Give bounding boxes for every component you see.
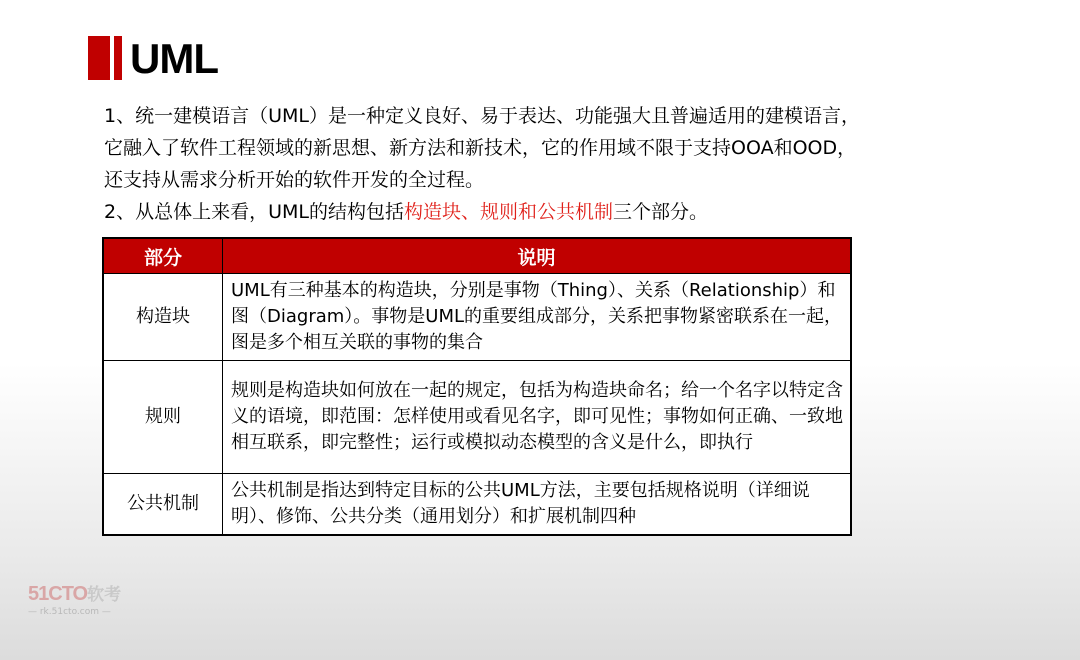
intro-p2-highlight: 构造块、规则和公共机制 xyxy=(403,201,613,223)
row-desc: 公共机制是指达到特定目标的公共UML方法，主要包括规格说明（详细说明）、修饰、公共分类（通用划分）和扩展机制四种 xyxy=(223,474,852,536)
intro-text xyxy=(104,100,864,228)
logo-cn-text: 软考 xyxy=(87,585,122,605)
intro-p2-before: 2、从总体上来看，UML的结构包括 xyxy=(104,201,404,223)
uml-structure-table xyxy=(102,237,852,536)
logo-main-text: 51CTO xyxy=(28,583,88,605)
title-accent-bar-thin xyxy=(114,36,122,80)
intro-p2-after: 三个部分。 xyxy=(613,201,709,223)
intro-paragraph-2 xyxy=(104,196,864,228)
brand-logo xyxy=(28,580,121,617)
logo-url: — rk.51cto.com — xyxy=(28,607,111,617)
row-part: 构造块 xyxy=(103,274,223,361)
table-row xyxy=(103,474,851,536)
row-part: 规则 xyxy=(103,361,223,474)
table-row xyxy=(103,361,851,474)
row-part: 公共机制 xyxy=(103,474,223,536)
page-title: UML xyxy=(130,35,218,82)
table-row xyxy=(103,274,851,361)
header-part: 部分 xyxy=(103,238,223,274)
table-header-row xyxy=(103,238,851,274)
header-desc: 说明 xyxy=(223,238,852,274)
row-desc: 规则是构造块如何放在一起的规定，包括为构造块命名；给一个名字以特定含义的语境，即范围：怎样使用或看见名字，即可见性；事物如何正确、一致地相互联系，即完整性；运行或模拟动态模型的含义是什么，即执行 xyxy=(223,361,852,474)
title-accent-bar xyxy=(88,36,110,80)
row-desc: UML有三种基本的构造块，分别是事物（Thing）、关系（Relationship）和图（Diagram）。事物是UML的重要组成部分，关系把事物紧密联系在一起，图是多个相互关联的事物的集合 xyxy=(223,274,852,361)
intro-paragraph-1: 1、统一建模语言（UML）是一种定义良好、易于表达、功能强大且普遍适用的建模语言，它融入了软件工程领域的新思想、新方法和新技术，它的作用域不限于支持OOA和OOD，还支持从需求分析开始的软件开发的全过程。 xyxy=(104,105,860,191)
